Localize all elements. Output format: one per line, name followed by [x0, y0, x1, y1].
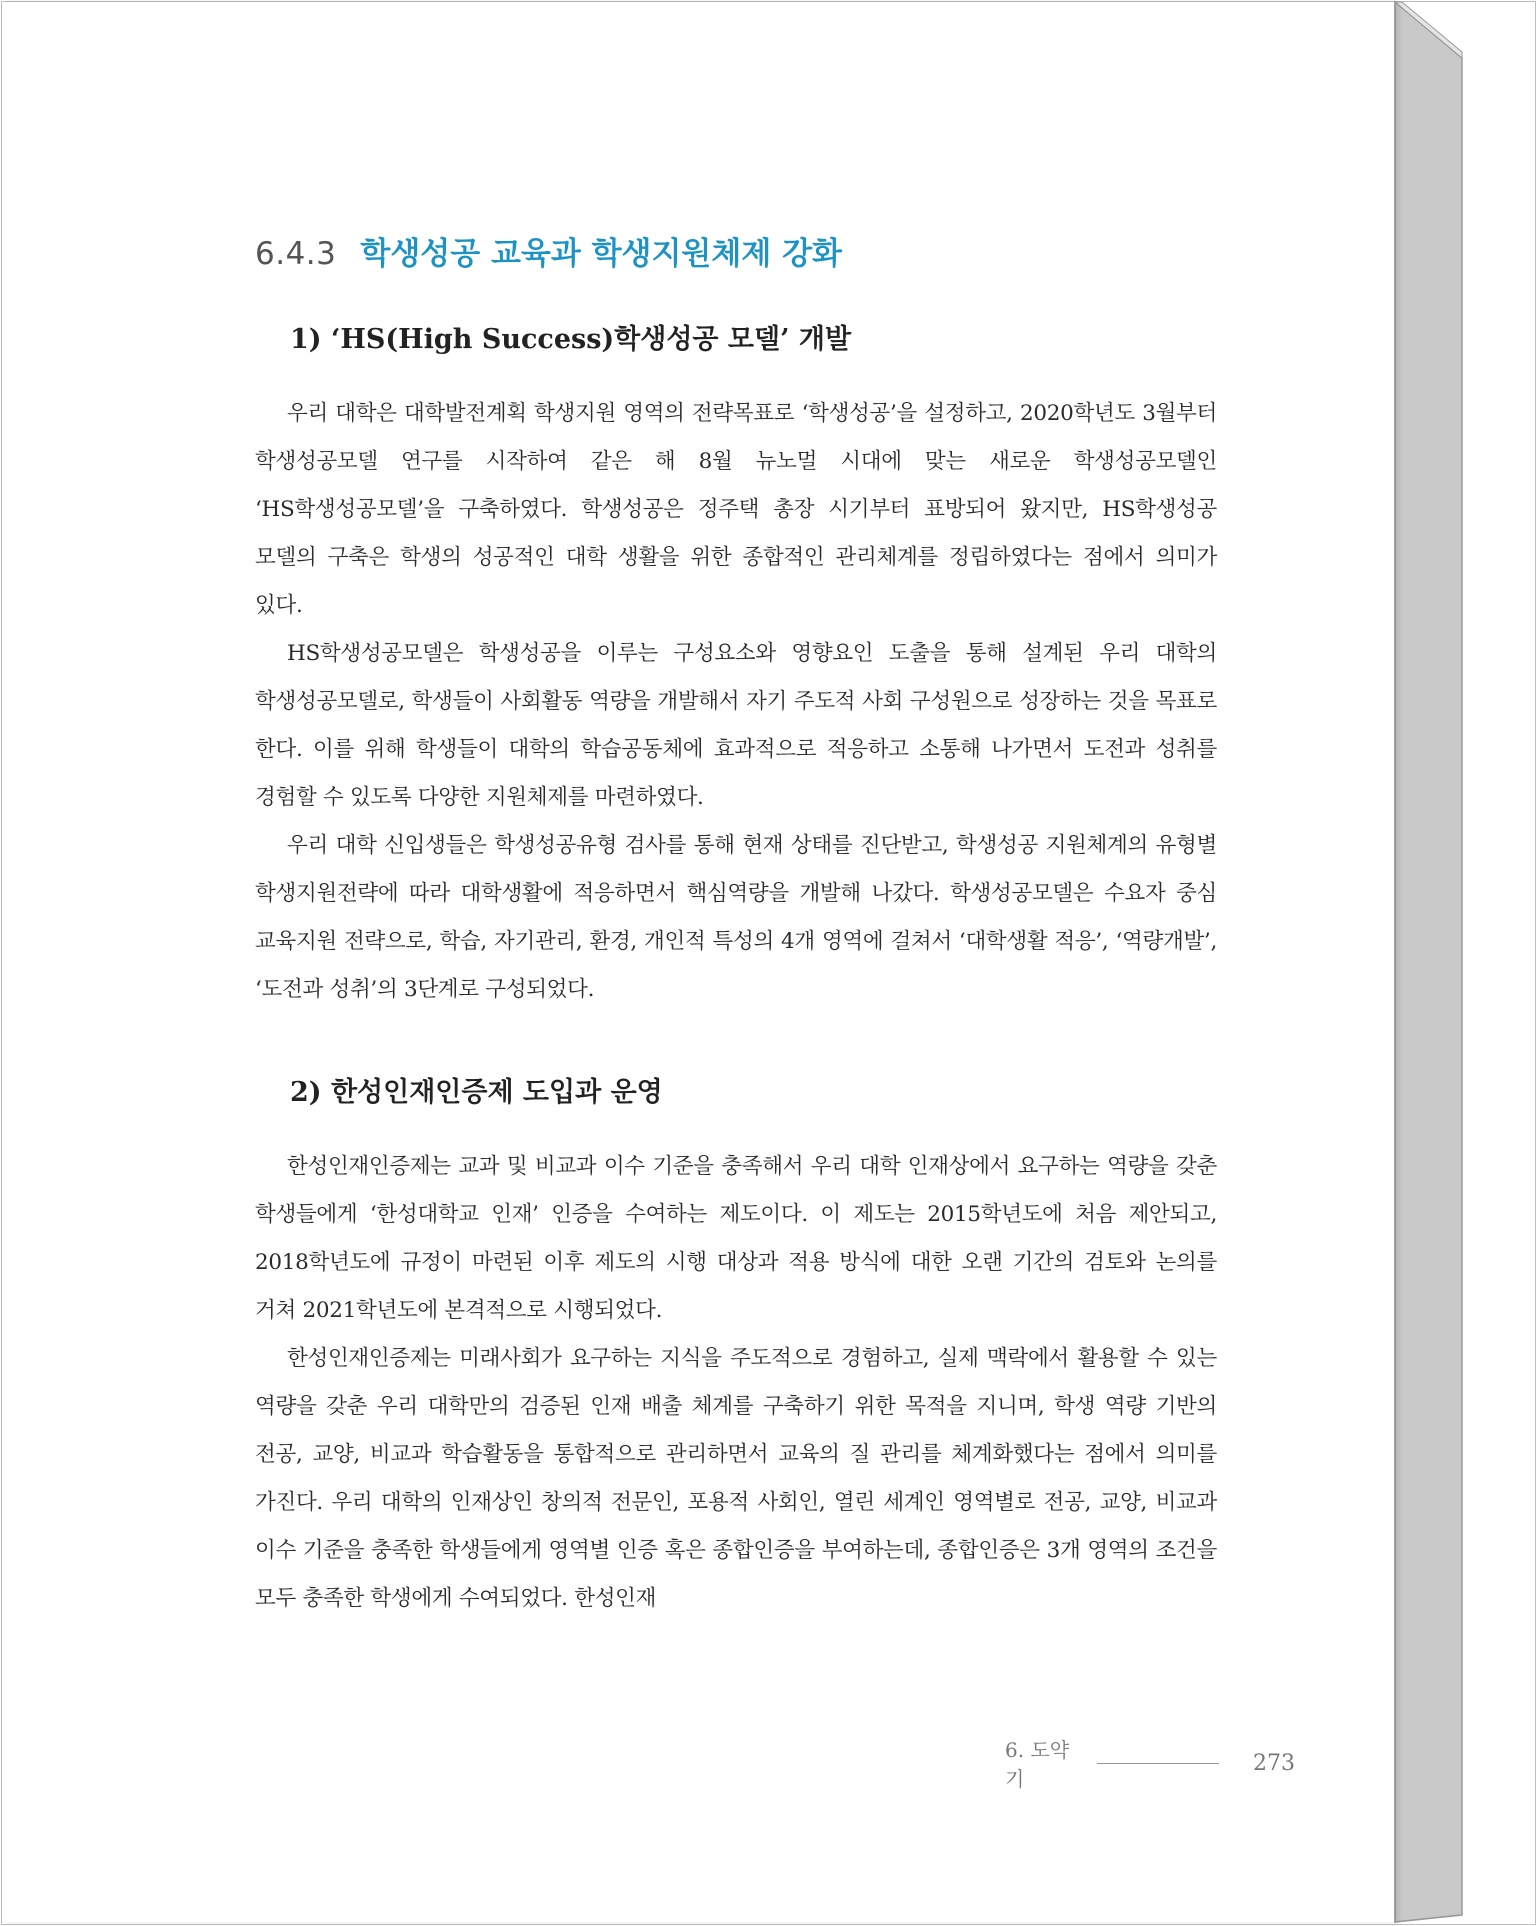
page-footer [1005, 1738, 1295, 1791]
subsection-heading: 1) ‘HS(High Success)학생성공 모델’ 개발 [290, 324, 852, 355]
book-edge-side [1395, 2, 1462, 1922]
section-number: 6.4.3 [255, 236, 337, 272]
body-paragraph: 우리 대학 신입생들은 학생성공유형 검사를 통해 현재 상태를 진단받고, 학생성공 지원체계의 유형별 학생지원전략에 따라 대학생활에 적응하면서 핵심역량을 개발해 나갔다. 학생성공모델은 수요자 중심 교육지원 전략으로, 학습, 자기관리, 환경, 개인적 특성의 4개 영역에 걸쳐서 ‘대학생활 적응’, ‘역량개발’, ‘도전과 성취’의 3단계로 구성되었다. [255, 833, 1217, 1002]
body-paragraph: 우리 대학은 대학발전계획 학생지원 영역의 전략목표로 ‘학생성공’을 설정하고, 2020학년도 3월부터 학생성공모델 연구를 시작하여 같은 해 8월 뉴노멀 시대에 맞는 새로운 학생성공모델인 ‘HS학생성공모델’을 구축하였다. 학생성공은 정주택 총장 시기부터 표방되어 왔지만, HS학생성공 모델의 구축은 학생의 성공적인 대학 생활을 위한 종합적인 관리체계를 정립하였다는 점에서 의미가 있다. [255, 401, 1217, 618]
section-title: 학생성공 교육과 학생지원체제 강화 [360, 236, 842, 272]
section-header [255, 228, 1217, 273]
body-paragraph: HS학생성공모델은 학생성공을 이루는 구성요소와 영향요인 도출을 통해 설계된 우리 대학의 학생성공모델로, 학생들이 사회활동 역량을 개발해서 자기 주도적 사회 구성원으로 성장하는 것을 목표로 한다. 이를 위해 학생들이 대학의 학습공동체에 효과적으로 적응하고 소통해 나가면서 도전과 성취를 경험할 수 있도록 다양한 지원체제를 마련하였다. [255, 641, 1217, 810]
subsection-heading: 2) 한성인재인증제 도입과 운영 [290, 1077, 663, 1108]
body-paragraph: 한성인재인증제는 교과 및 비교과 이수 기준을 충족해서 우리 대학 인재상에서 요구하는 역량을 갖춘 학생들에게 ‘한성대학교 인재’ 인증을 수여하는 제도이다. 이 제도는 2015학년도에 처음 제안되고, 2018학년도에 규정이 마련된 이후 제도의 시행 대상과 적용 방식에 대한 오랜 기간의 검토와 논의를 거쳐 2021학년도에 본격적으로 시행되었다. [255, 1154, 1217, 1323]
footer-rule [1097, 1763, 1219, 1764]
footer-chapter: 6. 도약기 [1005, 1738, 1070, 1791]
page-number: 273 [1253, 1750, 1295, 1776]
page-content [255, 228, 1217, 1623]
section-spacer [255, 1014, 1217, 1070]
body-paragraph: 한성인재인증제는 미래사회가 요구하는 지식을 주도적으로 경험하고, 실제 맥락에서 활용할 수 있는 역량을 갖춘 우리 대학만의 검증된 인재 배출 체계를 구축하기 위한 목적을 지니며, 학생 역량 기반의 전공, 교양, 비교과 학습활동을 통합적으로 관리하면서 교육의 질 관리를 체계화했다는 점에서 의미를 가진다. 우리 대학의 인재상인 창의적 전문인, 포용적 사회인, 열린 세계인 영역별로 전공, 교양, 비교과 이수 기준을 충족한 학생들에게 영역별 인증 혹은 종합인증을 부여하는데, 종합인증은 3개 영역의 조건을 모두 충족한 학생에게 수여되었다. 한성인재 [255, 1346, 1217, 1611]
